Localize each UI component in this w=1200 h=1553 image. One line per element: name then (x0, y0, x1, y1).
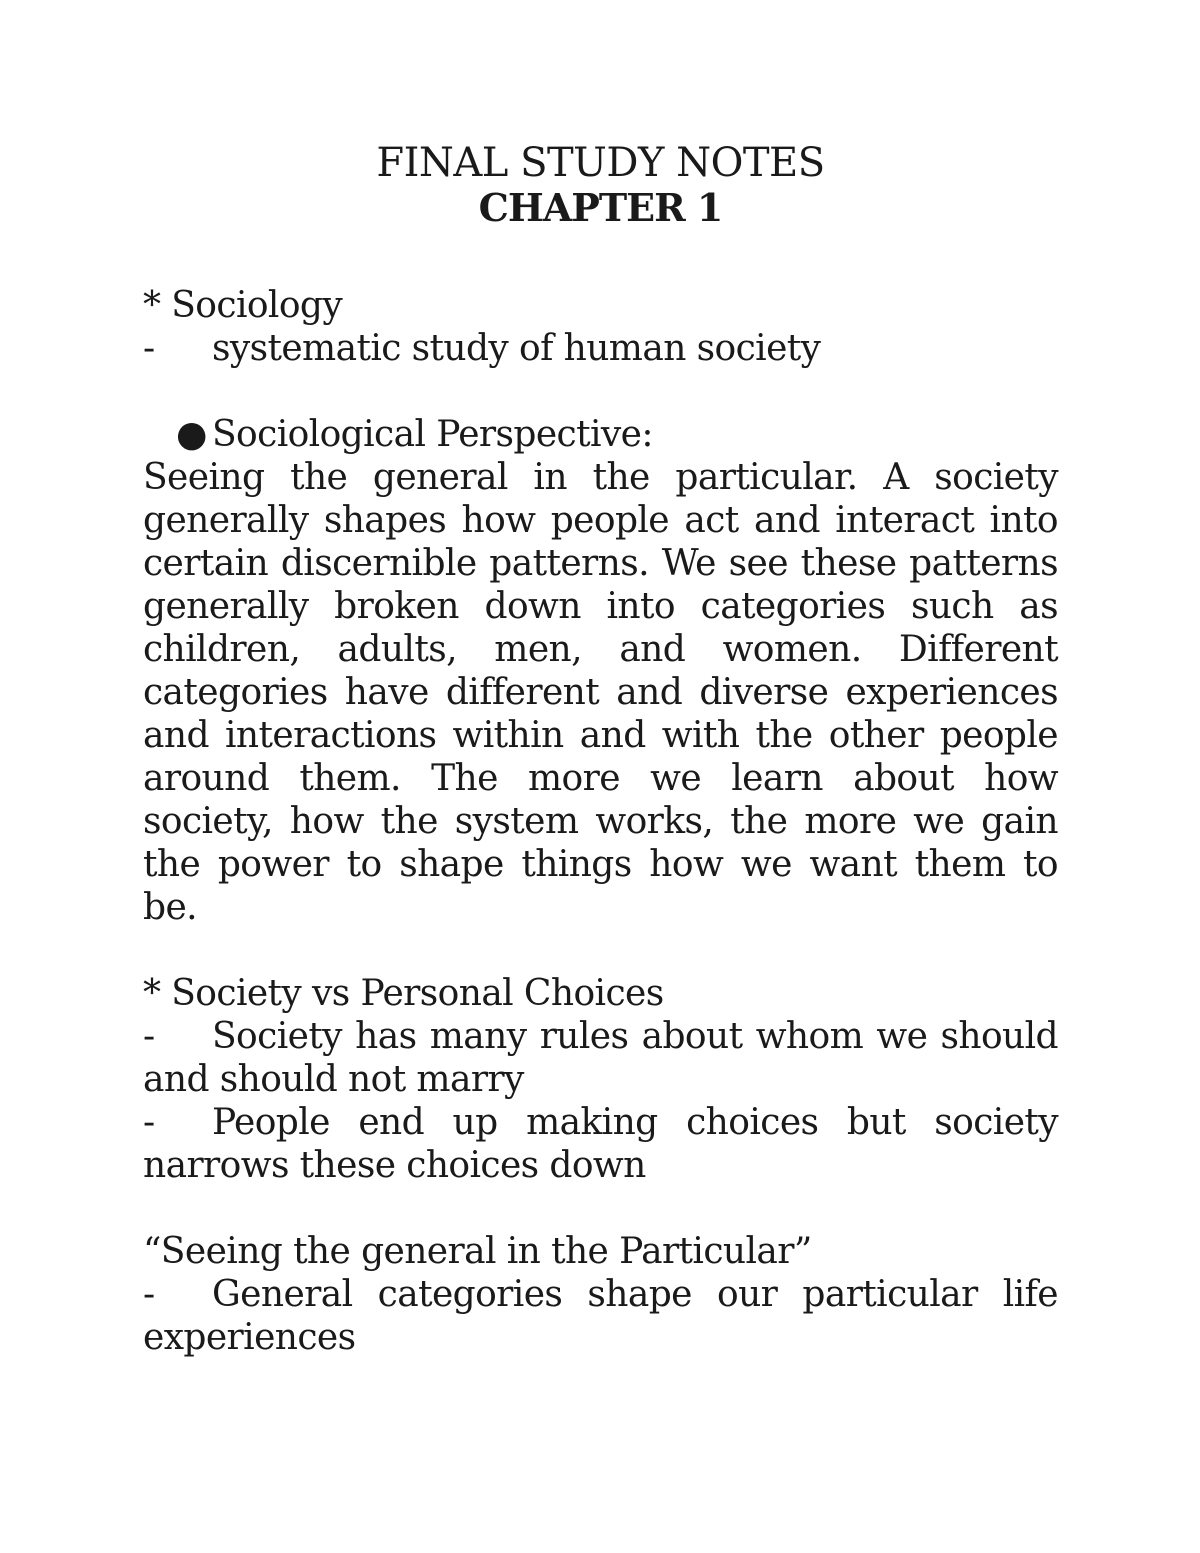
dash-marker: - (143, 1102, 155, 1143)
sociology-definition (143, 327, 1058, 370)
perspective-heading (143, 413, 1058, 456)
choices-point-2 (143, 1101, 1058, 1187)
choices-point-2-text: People end up making choices but society narrows these choices down (143, 1102, 1058, 1186)
perspective-paragraph: Seeing the general in the particular. A society generally shapes how people act and interact into certain discernible patterns. We see these patterns generally broken down into categories such as children, adults, men, and women. Different categories have different and diverse experiences and interactions within and with the other people around them. The more we learn about how society, how the system works, the more we gain the power to shape things how we want them to be. (143, 457, 1058, 928)
document-page (143, 140, 1058, 1359)
spacer (143, 1187, 1058, 1230)
bullet-icon: ● (176, 414, 207, 455)
document-title: FINAL STUDY NOTES (376, 140, 825, 186)
choices-heading: * Society vs Personal Choices (143, 973, 664, 1014)
quote-point-1-text: General categories shape our particular life experiences (143, 1274, 1058, 1358)
choices-point-1 (143, 1015, 1058, 1101)
dash-marker: - (143, 1274, 155, 1315)
spacer (143, 370, 1058, 413)
spacer (143, 929, 1058, 972)
sociology-heading: * Sociology (143, 285, 343, 326)
quote-point-1 (143, 1273, 1058, 1359)
perspective-heading-text: Sociological Perspective: (212, 414, 653, 455)
sociology-definition-text: systematic study of human society (212, 328, 821, 369)
chapter-heading: CHAPTER 1 (478, 185, 723, 230)
dash-marker: - (143, 1016, 155, 1057)
dash-marker: - (143, 328, 155, 369)
quote-heading: “Seeing the general in the Particular” (143, 1231, 812, 1272)
choices-point-1-text: Society has many rules about whom we should and should not marry (143, 1016, 1058, 1100)
